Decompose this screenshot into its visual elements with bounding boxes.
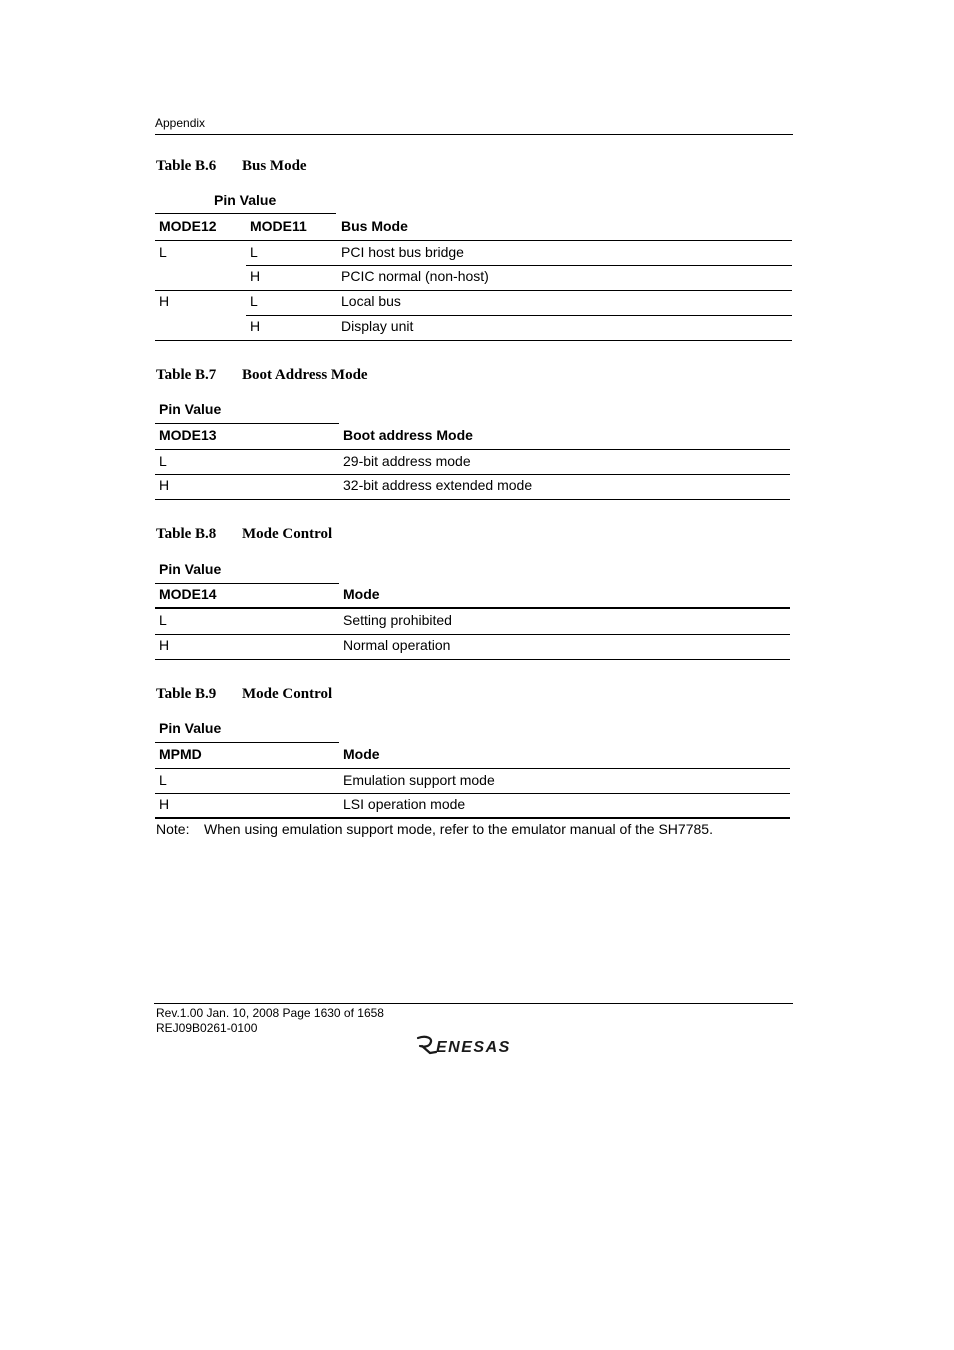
table-b7-group-rule [155,423,339,424]
footer-rule [154,1003,793,1004]
table-b7-col-mode13: MODE13 [159,427,217,443]
table-b9-number: Table B.9 [156,686,217,702]
table-b9-title: Mode Control [242,686,333,702]
table-b6-col-mode11: MODE11 [250,218,307,234]
table-b6-cell: H [250,268,261,284]
table-b8-header-rule [155,607,790,609]
table-b9-cell: H [159,796,170,812]
running-header: Appendix [155,116,206,130]
table-b8-cell: H [159,637,170,653]
table-b8-cell: Setting prohibited [343,612,452,628]
table-b8-cell: L [159,612,167,628]
table-b7-bottom-rule [155,499,790,500]
table-b8-group-rule [155,583,339,584]
table-b6-row-rule [246,265,792,266]
table-b6-cell: PCIC normal (non-host) [341,268,489,284]
table-b7-header-rule [155,449,790,450]
table-b8-row-rule [155,634,790,635]
table-b8-title: Mode Control [242,526,333,542]
table-b7-col-boot-mode: Boot address Mode [343,427,473,443]
table-b6-cell: L [159,244,167,260]
table-b9-col-mpmd: MPMD [159,746,202,762]
table-b7-group-header: Pin Value [159,401,222,417]
table-b8-bottom-rule [155,659,790,660]
table-b6-group-rule [155,213,336,214]
table-b9-cell: L [159,772,167,788]
renesas-logo [414,1034,534,1056]
header-rule [155,134,793,135]
table-b9-caption [156,686,332,703]
table-b6-col-mode12: MODE12 [159,218,217,234]
table-b6-number: Table B.6 [156,158,217,174]
table-b6-cell: PCI host bus bridge [341,244,464,260]
note-text: When using emulation support mode, refer to the emulator manual of the SH7785. [204,821,713,837]
table-b6-row-rule [155,290,792,291]
table-b9-row-rule [155,793,790,794]
table-b6-bottom-rule [155,340,792,341]
table-note [156,821,713,837]
table-b6-title: Bus Mode [242,158,307,174]
table-b7-cell: 29-bit address mode [343,453,471,469]
table-b7-row-rule [155,474,790,475]
footer-doc-code: REJ09B0261-0100 [156,1021,258,1035]
table-b6-caption [156,158,307,175]
table-b6-group-header: Pin Value [214,192,277,208]
table-b9-header-rule [155,768,790,769]
table-b8-col-mode14: MODE14 [159,586,217,602]
table-b8-col-mode: Mode [343,586,380,602]
table-b8-caption [156,526,332,543]
table-b6-cell: Local bus [341,293,401,309]
table-b9-col-mode: Mode [343,746,380,762]
table-b6-header-rule [155,240,792,241]
table-b9-bottom-rule [155,817,790,819]
table-b6-cell: L [250,244,258,260]
footer-revision: Rev.1.00 Jan. 10, 2008 Page 1630 of 1658 [156,1006,384,1020]
table-b9-cell: LSI operation mode [343,796,466,812]
table-b9-cell: Emulation support mode [343,772,495,788]
table-b8-group-header: Pin Value [159,561,222,577]
table-b9-group-header: Pin Value [159,720,222,736]
table-b7-number: Table B.7 [156,367,217,383]
table-b7-cell: 32-bit address extended mode [343,477,533,493]
table-b6-row-rule [246,315,792,316]
table-b6-cell: L [250,293,258,309]
table-b6-cell: Display unit [341,318,414,334]
note-label: Note: [156,821,190,837]
table-b8-number: Table B.8 [156,526,217,542]
table-b7-cell: H [159,477,170,493]
table-b6-col-bus-mode: Bus Mode [341,218,408,234]
table-b7-title: Boot Address Mode [242,367,368,383]
table-b8-cell: Normal operation [343,637,451,653]
table-b7-caption [156,367,368,384]
svg-text:ENESAS: ENESAS [436,1039,511,1056]
table-b7-cell: L [159,453,167,469]
table-b9-group-rule [155,742,339,743]
table-b6-cell: H [250,318,261,334]
table-b6-cell: H [159,293,170,309]
